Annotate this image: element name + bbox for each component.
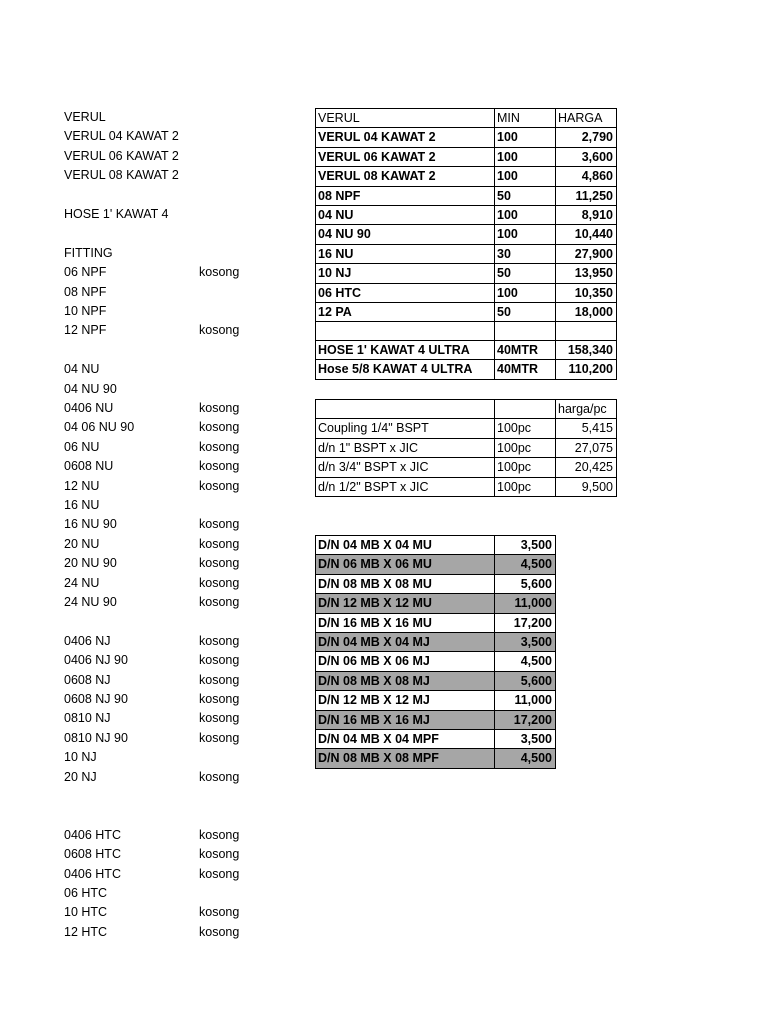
- item-cell: D/N 08 MB X 08 MJ: [316, 671, 495, 690]
- left-item-status: kosong: [199, 847, 240, 862]
- min-cell: 100: [495, 283, 556, 302]
- left-item-name: 24 NU: [64, 575, 100, 590]
- table-row: [316, 477, 617, 496]
- item-cell: VERUL 04 KAWAT 2: [316, 128, 495, 147]
- left-item-status: kosong: [199, 827, 240, 842]
- left-item-name: 12 NU: [64, 478, 100, 493]
- left-item-name: VERUL 08 KAWAT 2: [64, 168, 179, 183]
- qty-cell: 100pc: [495, 458, 556, 477]
- price-cell: 17,200: [495, 613, 556, 632]
- table-row: [316, 186, 617, 205]
- price-cell: 5,600: [495, 671, 556, 690]
- item-cell: 10 NJ: [316, 264, 495, 283]
- left-item-name: 16 NU: [64, 498, 100, 512]
- left-item-status: kosong: [199, 924, 240, 939]
- min-cell: 100: [495, 225, 556, 244]
- left-item-name: 0608 NU: [64, 459, 114, 474]
- table-row: [316, 303, 617, 322]
- left-item-name: 10 NJ: [64, 750, 97, 765]
- table-row: [316, 244, 617, 263]
- table-header-row: [316, 109, 617, 128]
- left-item-status: kosong: [199, 420, 240, 435]
- left-item-name: 12 NPF: [64, 323, 107, 338]
- coupling-table: [315, 399, 617, 497]
- table-row: [316, 555, 556, 574]
- price-cell: 10,440: [556, 225, 617, 244]
- left-item-status: kosong: [199, 595, 240, 609]
- left-item-name: 06 NPF: [64, 265, 107, 280]
- price-cell: 4,500: [495, 555, 556, 574]
- left-item-name: HOSE 1' KAWAT 4: [64, 207, 169, 221]
- item-cell: VERUL 06 KAWAT 2: [316, 147, 495, 166]
- price-cell: [556, 322, 617, 340]
- price-cell: 17,200: [495, 710, 556, 729]
- price-cell: 5,600: [495, 574, 556, 593]
- item-cell: [316, 322, 495, 340]
- min-cell: 50: [495, 303, 556, 322]
- left-item-status: kosong: [199, 478, 240, 493]
- item-cell: D/N 04 MB X 04 MU: [316, 536, 495, 555]
- table-row: [316, 340, 617, 359]
- table-row: [316, 283, 617, 302]
- left-item-name: 24 NU 90: [64, 595, 117, 609]
- table-row: [316, 594, 556, 613]
- item-cell: D/N 08 MB X 08 MPF: [316, 749, 495, 768]
- table-row: [316, 574, 556, 593]
- left-item-name: 0608 NJ: [64, 672, 111, 687]
- left-item-status: kosong: [199, 265, 240, 280]
- left-item-name: 0406 HTC: [64, 866, 121, 881]
- left-item-status: kosong: [199, 575, 240, 590]
- table-row: [316, 128, 617, 147]
- min-cell: 100: [495, 167, 556, 186]
- left-item-status: kosong: [199, 711, 240, 726]
- left-item-status: kosong: [199, 905, 240, 920]
- left-item-status: kosong: [199, 633, 240, 648]
- table-row: [316, 458, 617, 477]
- left-item-name: 04 06 NU 90: [64, 420, 135, 435]
- left-item-status: kosong: [199, 439, 240, 454]
- left-item-name: 0608 NJ 90: [64, 692, 128, 706]
- left-item-name: 0406 NJ: [64, 633, 111, 648]
- left-item-name: 0608 HTC: [64, 847, 121, 862]
- left-item-name: 06 NU: [64, 439, 100, 454]
- min-cell: 40MTR: [495, 360, 556, 379]
- item-cell: D/N 04 MB X 04 MPF: [316, 730, 495, 749]
- price-cell: 11,000: [495, 691, 556, 710]
- item-cell: 16 NU: [316, 244, 495, 263]
- price-cell: 11,000: [495, 594, 556, 613]
- left-item-status: kosong: [199, 536, 240, 551]
- item-cell: D/N 16 MB X 16 MJ: [316, 710, 495, 729]
- item-cell: 12 PA: [316, 303, 495, 322]
- table-row: [316, 691, 556, 710]
- item-cell: Hose 5/8 KAWAT 4 ULTRA: [316, 360, 495, 379]
- left-item-status: kosong: [199, 769, 240, 784]
- min-cell: 50: [495, 264, 556, 283]
- price-cell: 27,900: [556, 244, 617, 263]
- table-row: [316, 749, 556, 768]
- left-item-status: kosong: [199, 556, 240, 571]
- left-item-status: kosong: [199, 866, 240, 881]
- left-item-name: 20 NU 90: [64, 556, 117, 571]
- left-item-name: 0810 NJ: [64, 711, 111, 726]
- left-item-name: 10 HTC: [64, 905, 108, 920]
- table-row: [316, 633, 556, 652]
- qty-cell: 100pc: [495, 438, 556, 457]
- item-cell: D/N 12 MB X 12 MJ: [316, 691, 495, 710]
- table-row: [316, 730, 556, 749]
- left-item-status: kosong: [199, 517, 240, 532]
- item-cell: 08 NPF: [316, 186, 495, 205]
- price-cell: 18,000: [556, 303, 617, 322]
- table-row: [316, 167, 617, 186]
- price-cell: 9,500: [556, 477, 617, 496]
- table-row: [316, 147, 617, 166]
- left-item-status: kosong: [199, 692, 240, 706]
- item-cell: d/n 3/4" BSPT x JIC: [316, 458, 495, 477]
- min-cell: 30: [495, 244, 556, 263]
- left-item-name: VERUL 04 KAWAT 2: [64, 129, 179, 144]
- table-row: [316, 613, 556, 632]
- table-row: [316, 671, 556, 690]
- price-cell: 4,500: [495, 749, 556, 768]
- qty-cell: 100pc: [495, 419, 556, 438]
- price-cell: 2,790: [556, 128, 617, 147]
- price-cell: 158,340: [556, 340, 617, 359]
- header-cell: MIN: [495, 109, 556, 128]
- header-cell: harga/pc: [556, 400, 617, 419]
- left-item-name: 12 HTC: [64, 924, 108, 939]
- left-item-status: kosong: [199, 730, 240, 745]
- left-item-name: 20 NU: [64, 536, 100, 551]
- price-cell: 10,350: [556, 283, 617, 302]
- table-row: [316, 206, 617, 225]
- item-cell: HOSE 1' KAWAT 4 ULTRA: [316, 340, 495, 359]
- dn-price-table: [315, 535, 556, 769]
- table-header-row: [316, 400, 617, 419]
- item-cell: D/N 16 MB X 16 MU: [316, 613, 495, 632]
- table-row: [316, 438, 617, 457]
- item-cell: d/n 1" BSPT x JIC: [316, 438, 495, 457]
- left-item-name: VERUL 06 KAWAT 2: [64, 148, 179, 163]
- table-row: [316, 360, 617, 379]
- item-cell: d/n 1/2" BSPT x JIC: [316, 477, 495, 496]
- item-cell: 06 HTC: [316, 283, 495, 302]
- item-cell: D/N 06 MB X 06 MJ: [316, 652, 495, 671]
- left-item-name: 16 NU 90: [64, 517, 117, 532]
- left-item-status: kosong: [199, 459, 240, 474]
- header-cell: HARGA: [556, 109, 617, 128]
- item-cell: 04 NU 90: [316, 225, 495, 244]
- left-item-name: 04 NU 90: [64, 381, 117, 396]
- min-cell: 50: [495, 186, 556, 205]
- table-row: [316, 419, 617, 438]
- left-item-name: 20 NJ: [64, 769, 97, 784]
- table-row: [316, 536, 556, 555]
- price-cell: 5,415: [556, 419, 617, 438]
- qty-cell: 100pc: [495, 477, 556, 496]
- price-cell: 20,425: [556, 458, 617, 477]
- price-cell: 13,950: [556, 264, 617, 283]
- table-row: [316, 322, 617, 340]
- left-item-status: kosong: [199, 323, 240, 338]
- left-item-name: 06 HTC: [64, 886, 108, 900]
- left-item-name: 0406 NJ 90: [64, 653, 128, 668]
- left-item-name: FITTING: [64, 245, 113, 260]
- price-cell: 4,860: [556, 167, 617, 186]
- left-item-name: 0406 HTC: [64, 827, 121, 842]
- min-cell: 100: [495, 147, 556, 166]
- item-cell: VERUL 08 KAWAT 2: [316, 167, 495, 186]
- left-item-name: 0406 NU: [64, 401, 114, 415]
- price-table: [315, 108, 617, 380]
- price-cell: 8,910: [556, 206, 617, 225]
- header-cell: VERUL: [316, 109, 495, 128]
- item-cell: Coupling 1/4" BSPT: [316, 419, 495, 438]
- left-item-name: 04 NU: [64, 362, 100, 377]
- price-cell: 110,200: [556, 360, 617, 379]
- price-cell: 11,250: [556, 186, 617, 205]
- min-cell: 100: [495, 128, 556, 147]
- left-item-name: 08 NPF: [64, 284, 107, 299]
- left-item-status: kosong: [199, 401, 240, 415]
- min-cell: 100: [495, 206, 556, 225]
- item-cell: 04 NU: [316, 206, 495, 225]
- item-cell: D/N 12 MB X 12 MU: [316, 594, 495, 613]
- left-item-name: 10 NPF: [64, 304, 107, 318]
- price-cell: 4,500: [495, 652, 556, 671]
- item-cell: D/N 06 MB X 06 MU: [316, 555, 495, 574]
- price-cell: 3,500: [495, 536, 556, 555]
- left-item-status: kosong: [199, 653, 240, 668]
- price-cell: 27,075: [556, 438, 617, 457]
- left-item-status: kosong: [199, 672, 240, 687]
- table-row: [316, 225, 617, 244]
- price-cell: 3,500: [495, 633, 556, 652]
- item-cell: D/N 08 MB X 08 MU: [316, 574, 495, 593]
- header-cell: [316, 400, 495, 419]
- min-cell: 40MTR: [495, 340, 556, 359]
- table-row: [316, 652, 556, 671]
- min-cell: [495, 322, 556, 340]
- left-item-name: 0810 NJ 90: [64, 730, 128, 745]
- price-cell: 3,500: [495, 730, 556, 749]
- table-row: [316, 264, 617, 283]
- table-row: [316, 710, 556, 729]
- price-cell: 3,600: [556, 147, 617, 166]
- left-item-name: VERUL: [64, 110, 106, 124]
- header-cell: [495, 400, 556, 419]
- item-cell: D/N 04 MB X 04 MJ: [316, 633, 495, 652]
